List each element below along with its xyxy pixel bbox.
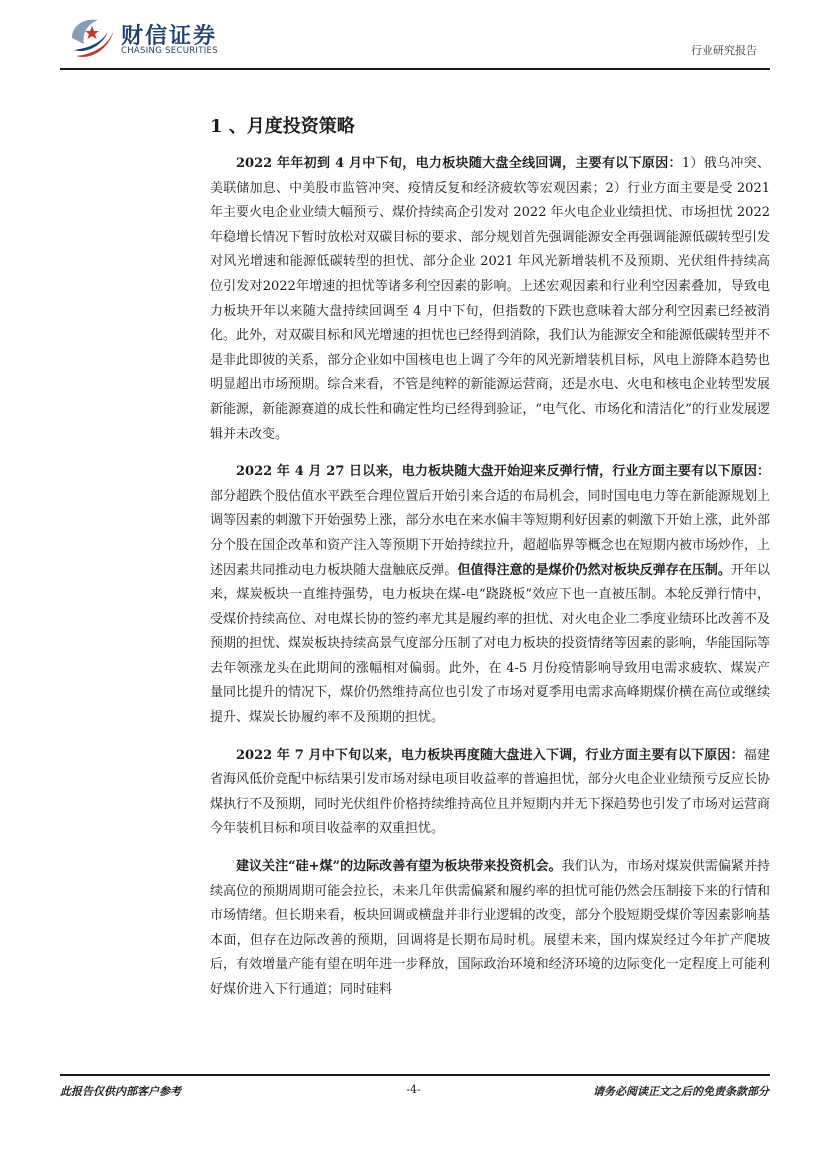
paragraph-4-body: 我们认为，市场对煤炭供需偏紧并持续高位的预期周期可能会拉长，未来几年供需偏紧和履约率的担忧可能仍然会压制接下来的行情和市场情绪。但长期来看，板块回调或横盘并非行业逻辑的改变，部分个股短期受煤价等因素影响基本面，但存在边际改善的预期，回调将是长期布局时机。展望未来，国内煤炭经过今年扩产爬坡后，有效增量产能有望在明年进一步释放，国际政治环境和经济环境的边际变化一定程度上可能利好煤价进入下行通道；同时硅料: [210, 859, 770, 997]
paragraph-4: [210, 855, 770, 1003]
paragraph-4-lead: 建议关注“硅+煤”的边际改善有望为板块带来投资机会。: [236, 859, 562, 875]
paragraph-2-body: 部分超跌个股估值水平跌至合理位置后开始引来合适的布局机会，同时国电电力等在新能源规划上调等因素的刺激下开始强势上涨，部分水电在来水偏丰等短期利好因素的刺激下开始上涨，此外部分个股在国企改革和资产注入等预期下开始持续拉升，超超临界等概念也在短期内被市场炒作，上述因素共同推动电力板块随大盘触底反弹。: [210, 488, 770, 578]
chasing-securities-logo-icon: [68, 16, 116, 60]
paragraph-1-lead: 2022 年年初到 4 月中下旬，电力板块随大盘全线回调，主要有以下原因：: [236, 156, 682, 171]
paragraph-2-emphasis: 但值得注意的是煤价仍然对板块反弹存在压制。: [457, 562, 731, 578]
main-content: [210, 152, 770, 1016]
header-divider: [60, 68, 770, 70]
page-number: -4-: [406, 1083, 421, 1096]
paragraph-3: [210, 744, 770, 842]
footer-divider: [60, 1074, 770, 1076]
report-type-label: 行业研究报告: [691, 44, 757, 57]
footer-disclaimer: 此报告仅供内部客户参考: [60, 1085, 181, 1098]
logo-english-name: CHASING SECURITIES: [121, 46, 218, 56]
logo-chinese-name: 财信证券: [121, 24, 218, 49]
paragraph-3-lead: 2022 年 7 月中下旬以来，电力板块再度随大盘进入下调，行业方面主要有以下原因：: [236, 747, 744, 763]
footer-notice: 请务必阅读正文之后的免责条款部分: [593, 1085, 769, 1098]
paragraph-3-body: 福建省海风低价竞配中标结果引发市场对绿电项目收益率的普遍担忧，部分火电企业业绩预亏反应长协煤执行不及预期，同时光伏组件价格持续维持高位且并短期内并无下探趋势也引发了市场对运营商今年装机目标和项目收益率的双重担忧。: [210, 747, 770, 837]
paragraph-2-lead: 2022 年 4 月 27 日以来，电力板块随大盘开始迎来反弹行情，行业方面主要有以下原因：: [236, 464, 770, 480]
section-title: 1 、月度投资策略: [210, 116, 355, 137]
paragraph-2-tail: 开年以来，煤炭板块一直维持强势，电力板块在煤-电“跷跷板”效应下也一直被压制。本轮反弹行情中，受煤价持续高位、对电煤长协的签约率尤其是履约率的担忧、对火电企业二季度业绩环比改善不及预期的担忧、煤炭板块持续高景气度部分压制了对电力板块的投资情绪等因素的影响，华能国际等去年领涨龙头在此期间的涨幅相对偏弱。此外，在 4-5 月份疫情影响导致用电需求疲软、煤炭产量同比提升的情况下，煤价仍然维持高位也引发了市场对夏季用电需求高峰期煤价横在高位或继续提升、煤炭长协履约率不及预期的担忧。: [210, 562, 770, 726]
page-header: [0, 0, 827, 80]
paragraph-2: [210, 460, 770, 731]
paragraph-1-body: 1）俄乌冲突、美联储加息、中美股市监管冲突、疫情反复和经济疲软等宏观因素；2）行业方面主要是受 2021 年主要火电企业业绩大幅预亏、煤价持续高企引发对 2022 年火电企业业绩担忧、市场担忧 2022 年稳增长情况下暂时放松对双碳目标的要求、部分规划首先强调能源安全再强调能源低碳转型引发对风光增速和能源低碳转型的担忧、部分企业 2021 年风光新增装机不及预期、光伏组件持续高位引发对2022年增速的担忧等诸多利空因素的影响。上述宏观因素和行业利空因素叠加，导致电力板块开年以来随大盘持续回调至 4 月中下旬，但指数的下跌也意味着大部分利空因素已经被消化。此外，对双碳目标和风光增速的担忧也已经得到消除，我们认为能源安全和能源低碳转型并不是非此即彼的关系，部分企业如中国核电也上调了今年的风光新增装机目标，风电上游降本趋势也明显超出市场预期。综合来看，不管是纯粹的新能源运营商，还是水电、火电和核电企业转型发展新能源，新能源赛道的成长性和确定性均已经得到验证，“电气化、市场化和清洁化”的行业发展逻辑并未改变。: [210, 156, 770, 442]
paragraph-1: [210, 152, 770, 447]
